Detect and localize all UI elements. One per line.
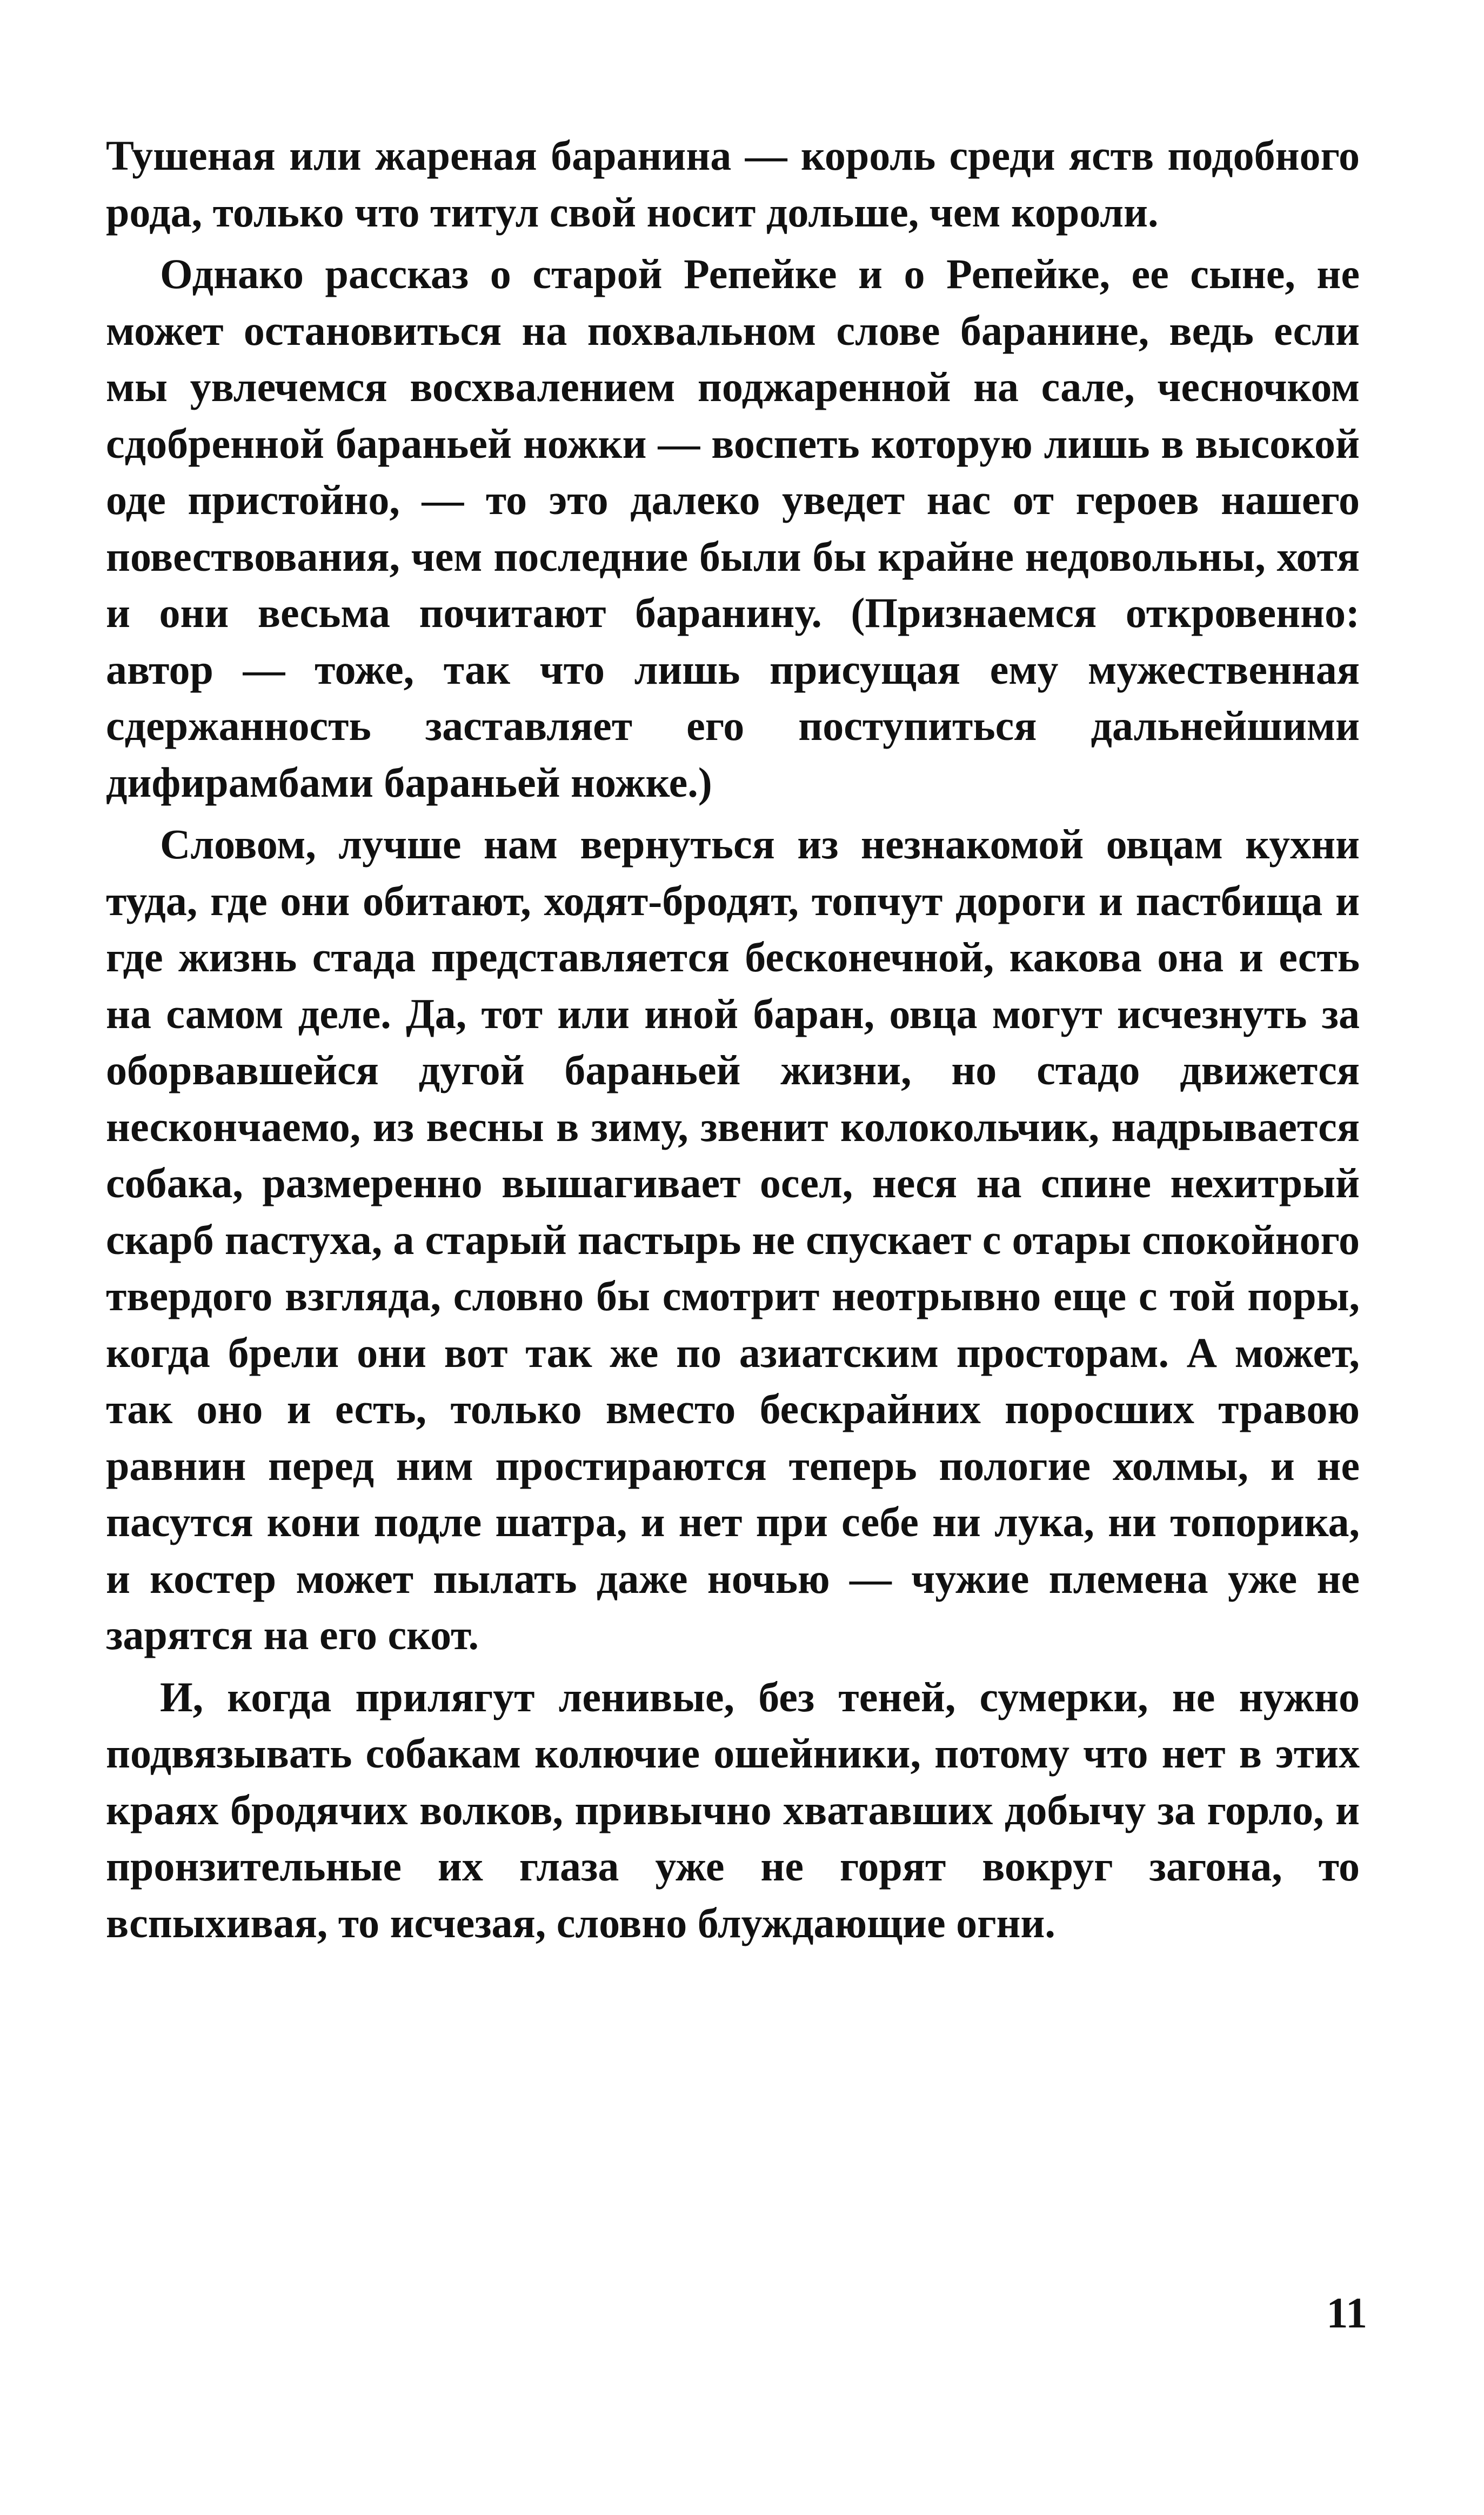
paragraph-3: Словом, лучше нам вернуться из незнакомой овцам кухни туда, где они обитают, ходят-бродят, топчут дороги и пастбища и где жизнь стада представляется бесконечной, какова она и есть на самом деле. Да, тот или иной баран, овца могут исчезнуть за оборвавшейся дугой бараньей жизни, но стадо движется нескончаемо, из весны в зиму, звенит колокольчик, надрывается собака, размеренно вышагивает осел, неся на спине нехитрый скарб пастуха, а старый пастырь не спускает с отары спокойного твердого взгляда, словно бы смотрит неотрывно еще с той поры, когда брели они вот так же по азиатским просторам. А может, так оно и есть, только вместо бескрайних поросших травою равнин перед ним простираются теперь пологие холмы, и не пасутся кони подле шатра, и нет при себе ни лука, ни топорика, и костер может пылать даже ночью — чужие племена уже не зарятся на его скот.	[106, 820, 1360, 1658]
body-text	[106, 128, 1360, 1951]
page-number: 11	[1326, 2290, 1367, 2337]
paragraph-1: Тушеная или жареная баранина — король среди яств подобного рода, только что титул свой носит дольше, чем короли.	[106, 132, 1360, 236]
paragraph-4: И, когда прилягут ленивые, без теней, сумерки, не нужно подвязывать собакам колючие ошейники, потому что нет в этих краях бродячих волков, привычно хватавших добычу за горло, и пронзительные их глаза уже не горят вокруг загона, то вспыхивая, то исчезая, словно блуждающие огни.	[106, 1673, 1360, 1946]
paragraph-2: Однако рассказ о старой Репейке и о Репейке, ее сыне, не может остановиться на похвальном слове баранине, ведь если мы увлечемся восхвалением поджаренной на сале, чесночком сдобренной бараньей ножки — воспеть которую лишь в высокой оде пристойно, — то это далеко уведет нас от героев нашего повествования, чем последние были бы крайне недовольны, хотя и они весьма почитают баранину. (Признаемся откровенно: автор — тоже, так что лишь присущая ему мужественная сдержанность заставляет его поступиться дальнейшими дифирамбами бараньей ножке.)	[106, 250, 1360, 806]
